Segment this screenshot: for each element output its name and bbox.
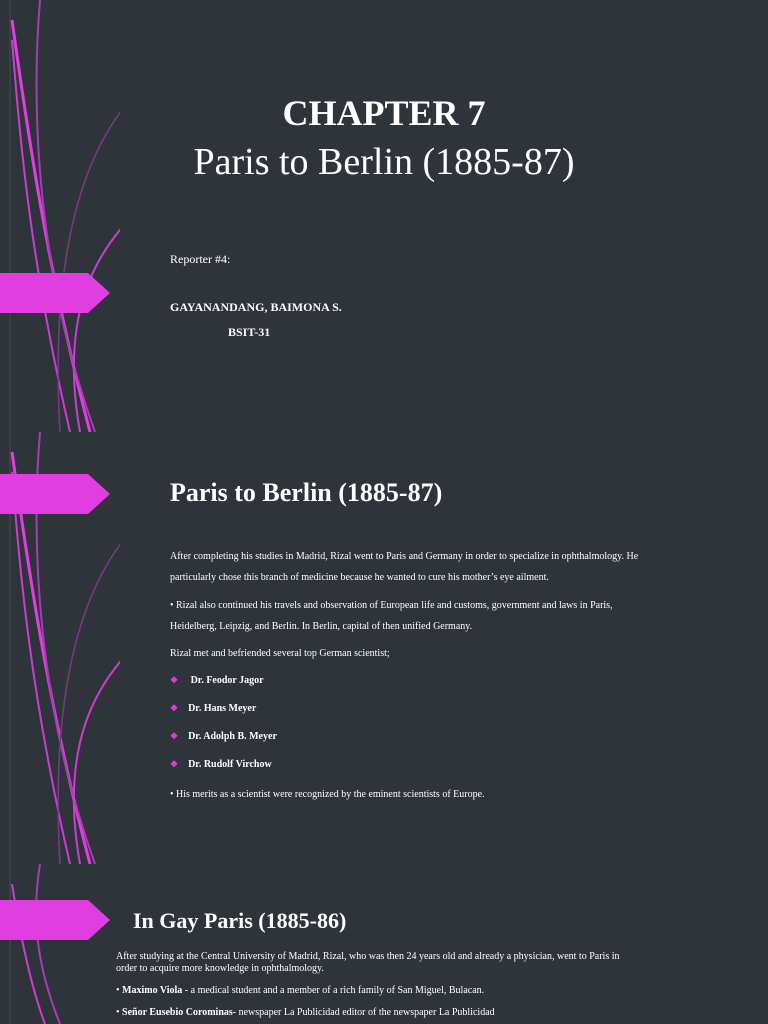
person-name: Señor Eusebio Corominas <box>122 1007 233 1018</box>
diamond-bullet-icon: ❖ <box>170 703 179 713</box>
list-item: ❖ Dr. Hans Meyer <box>170 703 257 714</box>
paragraph-1 <box>170 546 730 588</box>
list-item: • Maximo Viola - a medical student and a member of a rich family of San Miguel, Bulacan. <box>116 985 485 996</box>
list-item: ❖ Dr. Adolph B. Meyer <box>170 731 277 742</box>
paragraph-line: After completing his studies in Madrid, Rizal went to Paris and Germany in order to specialize in ophthalmology. He <box>170 551 639 562</box>
reporter-name: GAYANANDANG, BAIMONA S. <box>170 300 342 314</box>
chapter-subtitle: Paris to Berlin (1885-87) <box>193 141 575 183</box>
diamond-bullet-icon: ❖ <box>170 731 179 741</box>
slide-3 <box>0 864 768 1024</box>
paragraph-line: order to acquire more knowledge in ophthalmology. <box>116 963 324 974</box>
slide-2 <box>0 432 768 864</box>
list-item: ❖ Dr. Feodor Jagor <box>170 675 264 686</box>
chapter-title: CHAPTER 7 <box>282 93 486 133</box>
section-heading: Paris to Berlin (1885-87) <box>170 478 443 507</box>
paragraph-2 <box>170 595 730 637</box>
paragraph-line: • Rizal also continued his travels and observation of European life and customs, government and laws in Paris, <box>170 600 613 611</box>
paragraph-line: particularly chose this branch of medicine because he wanted to cure his mother’s eye ailment. <box>170 572 549 583</box>
paragraph-1 <box>116 951 726 975</box>
paragraph-4: • His merits as a scientist were recognized by the eminent scientists of Europe. <box>170 789 485 800</box>
section-heading: In Gay Paris (1885-86) <box>133 908 347 933</box>
reporter-label: Reporter #4: <box>170 252 231 266</box>
diamond-bullet-icon: ❖ <box>170 759 179 769</box>
paragraph-line: Heidelberg, Leipzig, and Berlin. In Berlin, capital of then unified Germany. <box>170 621 473 632</box>
reporter-section: BSIT-31 <box>228 325 271 339</box>
arrow-marker <box>0 900 110 940</box>
arrow-marker <box>0 273 110 313</box>
person-name: Maximo Viola <box>122 985 183 996</box>
list-item: • Señor Eusebio Corominas- newspaper La Publicidad editor of the newspaper La Publicidad <box>116 1007 495 1018</box>
swoosh-decoration <box>0 0 120 432</box>
paragraph-line: After studying at the Central University of Madrid, Rizal, who was then 24 years old and already a physician, went to Paris in <box>116 951 620 962</box>
arrow-marker <box>0 474 110 514</box>
diamond-bullet-icon: ❖ <box>170 675 179 685</box>
swoosh-decoration <box>0 864 120 1024</box>
list-item: ❖ Dr. Rudolf Virchow <box>170 759 272 770</box>
paragraph-3: Rizal met and befriended several top German scientist; <box>170 648 390 659</box>
slide-1 <box>0 0 768 432</box>
